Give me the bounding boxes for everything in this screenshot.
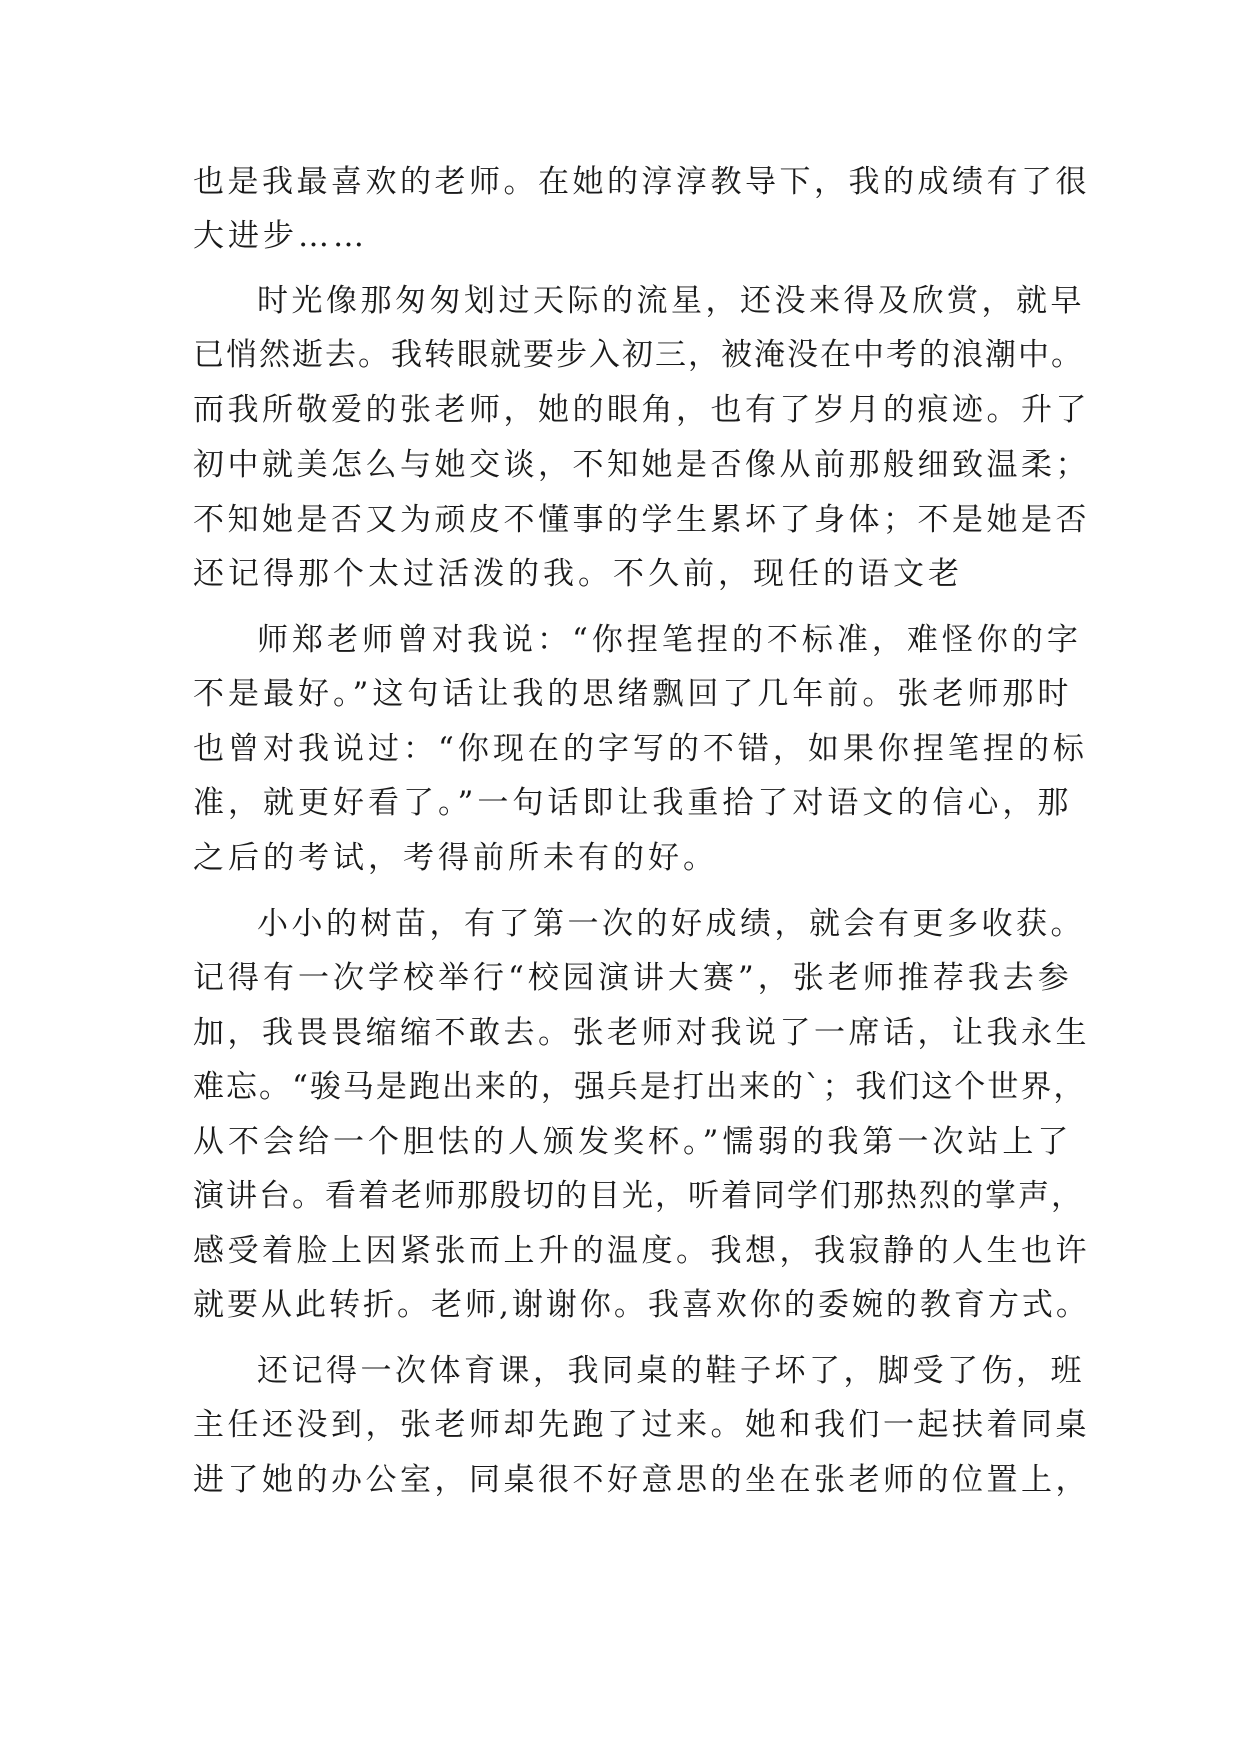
text-line: 就要从此转折。老师,谢谢你。我喜欢你的委婉的教育方式。 [193,1287,1090,1323]
text-line: 进了她的办公室，同桌很不好意思的坐在张老师的位置上， [193,1462,1090,1498]
text-line: 之后的考试，考得前所未有的好。 [193,840,718,876]
text-line: 还记得那个太过活泼的我。不久前，现任的语文老 [193,556,963,592]
text-line: 感受着脸上因紧张而上升的温度。我想，我寂静的人生也许 [193,1233,1090,1269]
text-line: 记得有一次学校举行“校园演讲大赛”，张老师推荐我去参 [193,960,1073,996]
text-line: 小小的树苗，有了第一次的好成绩，就会有更多收获。 [257,906,1085,942]
text-line: 而我所敬爱的张老师，她的眼角，也有了岁月的痕迹。升了 [193,392,1090,428]
text-line: 不知她是否又为顽皮不懂事的学生累坏了身体；不是她是否 [193,502,1090,538]
text-line: 不是最好。”这句话让我的思绪飘回了几年前。张老师那时 [193,676,1073,712]
text-line: 准，就更好看了。”一句话即让我重拾了对语文的信心，那 [193,785,1073,821]
text-line: 师郑老师曾对我说：“你捏笔捏的不标准，难怪你的字 [257,622,1082,658]
text-line: 也曾对我说过：“你现在的字写的不错，如果你捏笔捏的标 [193,731,1088,767]
text-line: 加，我畏畏缩缩不敢去。张老师对我说了一席话，让我永生 [193,1015,1090,1051]
text-line: 也是我最喜欢的老师。在她的淳淳教导下，我的成绩有了很 [193,164,1090,200]
text-line: 大进步…… [193,218,368,254]
text-line: 还记得一次体育课，我同桌的鞋子坏了，脚受了伤，班 [257,1353,1085,1389]
text-line: 从不会给一个胆怯的人颁发奖杯。”懦弱的我第一次站上了 [193,1124,1073,1160]
text-line: 已悄然逝去。我转眼就要步入初三，被淹没在中考的浪潮中。 [193,337,1084,373]
text-line: 时光像那匆匆划过天际的流星，还没来得及欣赏，就早 [257,283,1085,319]
text-line: 难忘。“骏马是跑出来的，强兵是打出来的`；我们这个世界， [193,1069,1087,1105]
text-line: 主任还没到，张老师却先跑了过来。她和我们一起扶着同桌 [193,1407,1090,1443]
text-line: 初中就美怎么与她交谈，不知她是否像从前那般细致温柔； [193,447,1090,483]
text-line: 演讲台。看着老师那殷切的目光，听着同学们那热烈的掌声， [193,1178,1084,1214]
